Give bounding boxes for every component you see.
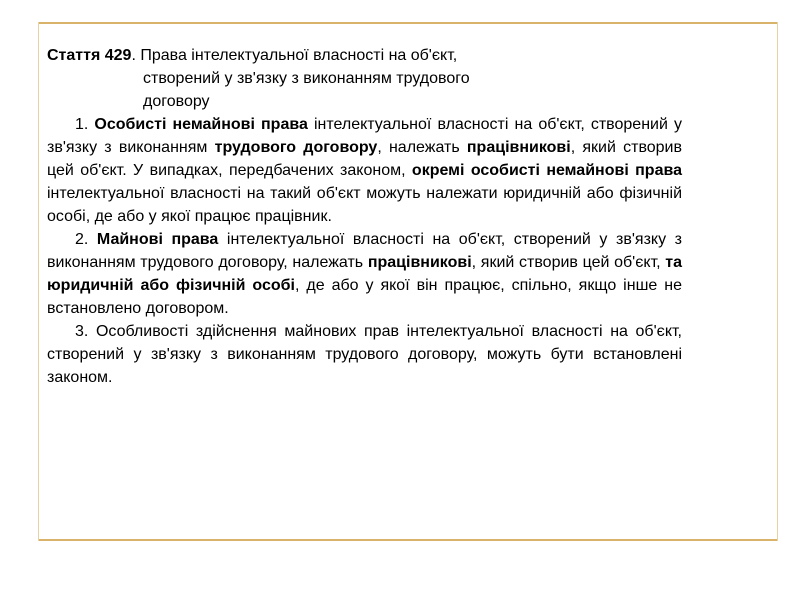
paragraph-1-bold-4: окремі особисті немайнові права: [411, 162, 682, 179]
frame-bottom-line: [38, 539, 778, 541]
frame-left-line: [38, 22, 39, 541]
article-content: [47, 44, 682, 389]
article-title: [47, 44, 470, 113]
article-title-text: . Права інтелектуальної власності на об'єкт,: [131, 47, 458, 64]
article-title-line-2: створений у зв'язку з виконанням трудового: [143, 70, 470, 87]
paragraph-2-bold-2: працівникові: [367, 254, 472, 271]
paragraph-1: [47, 113, 682, 228]
paragraph-1-bold-1: Особисті немайнові права: [94, 116, 308, 133]
frame-right-line: [777, 22, 778, 541]
paragraph-1-number: 1.: [75, 116, 95, 133]
article-title-line-3: договору: [143, 93, 210, 110]
article-number: Стаття 429: [47, 47, 132, 64]
paragraph-2: [47, 228, 682, 320]
paragraph-1-bold-3: працівникові: [466, 139, 571, 156]
paragraph-2-bold-3: та юридичній або фізичній особі: [47, 254, 682, 294]
paragraph-3: 3. Особливості здійснення майнових прав інтелектуальної власності на об'єкт, створений у зв'язку з виконанням трудового договору, можуть бути встановлені законом.: [47, 323, 682, 386]
article-title-line-1: [47, 44, 470, 67]
paragraph-1-text-1: інтелектуальної власності на об'єкт, створений у зв'язку з виконанням: [47, 116, 682, 156]
paragraph-2-number: 2.: [75, 231, 97, 248]
paragraph-1-bold-2: трудового договору: [214, 139, 378, 156]
paragraph-2-bold-1: Майнові права: [96, 231, 219, 248]
frame-top-line: [38, 22, 778, 24]
paragraph-2-text-3: , де або у якої він працює, спільно, якщо інше не встановлено договором.: [47, 277, 682, 317]
paragraph-2-text-1: інтелектуальної власності на об'єкт, створений у зв'язку з виконанням трудового договору, належать: [47, 231, 682, 271]
paragraph-2-text-2: , який створив цей об'єкт,: [471, 254, 666, 271]
paragraph-1-text-3: , який створив цей об'єкт. У випадках, передбачених законом,: [47, 139, 682, 179]
paragraph-1-text-4: інтелектуальної власності на такий об'єкт можуть належати юридичній або фізичній особі, де або у якої працює працівник.: [47, 185, 682, 225]
paragraph-1-text-2: , належать: [377, 139, 467, 156]
